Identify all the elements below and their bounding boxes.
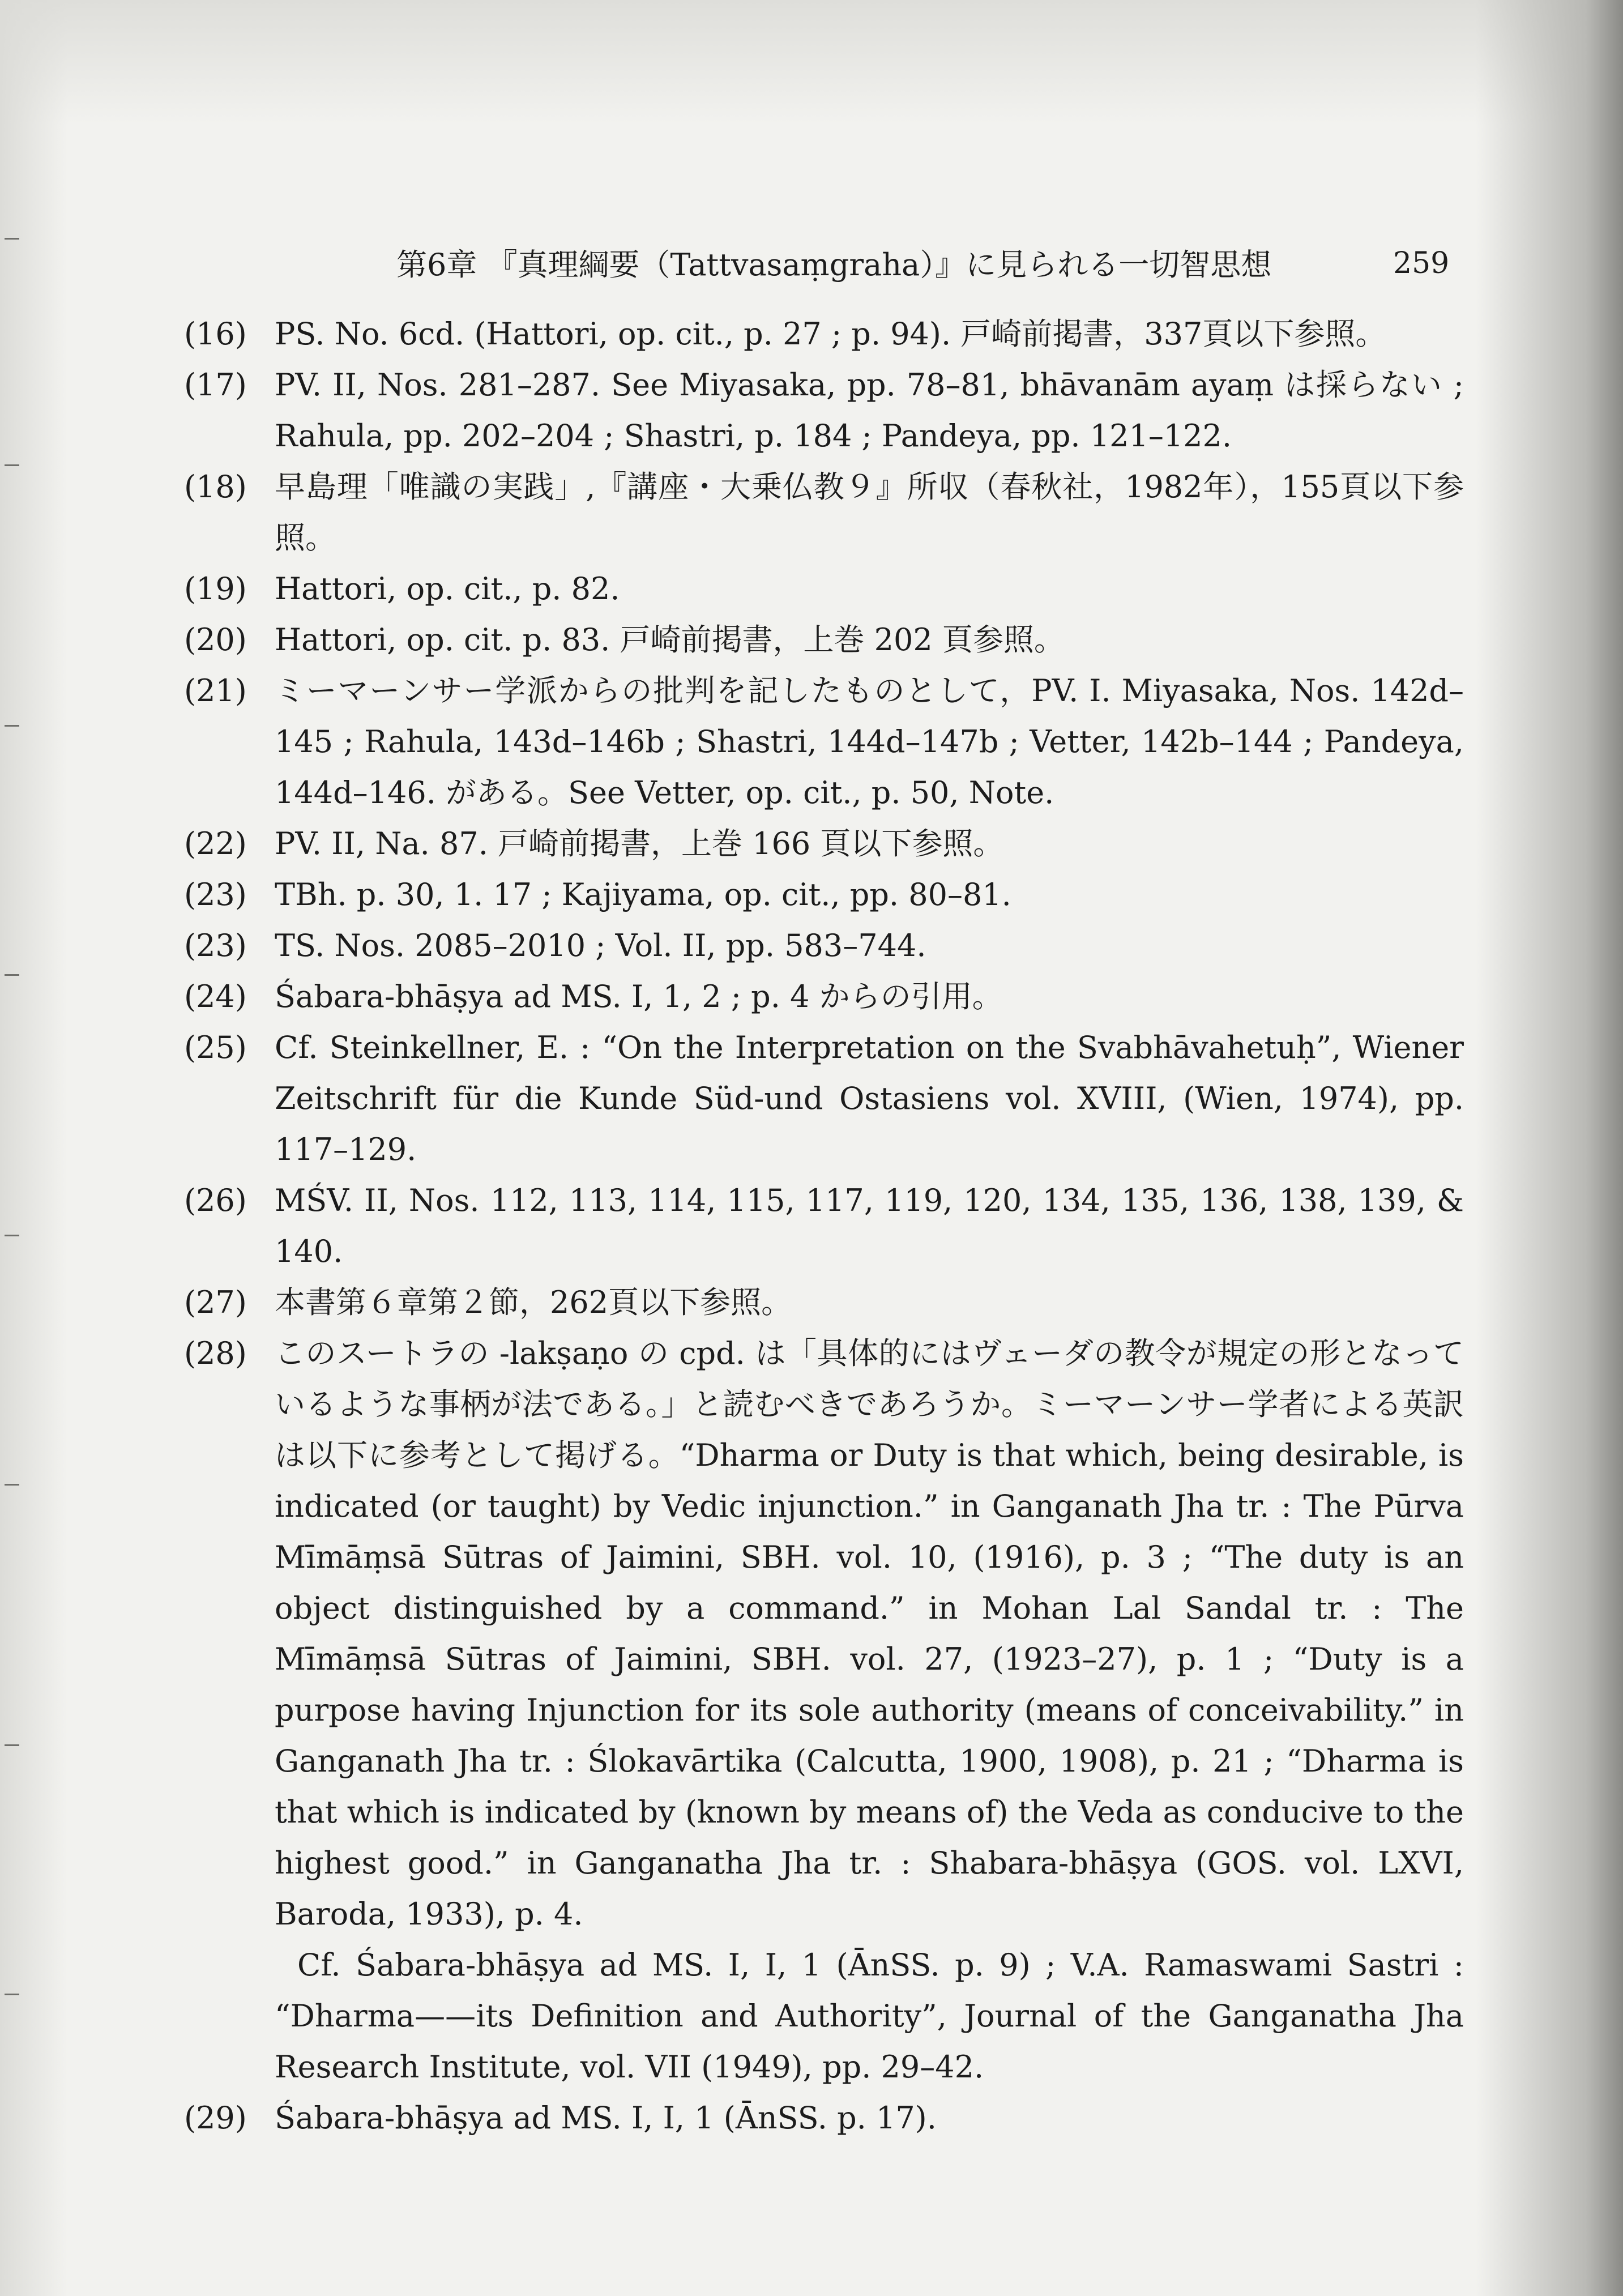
margin-tick: [5, 464, 19, 466]
margin-tick: [5, 1744, 19, 1746]
margin-tick: [5, 725, 19, 727]
footnote-27: [184, 1277, 1464, 1328]
footnote-23a: [184, 869, 1464, 920]
footnote-text: Śabara-bhāṣya ad MS. I, I, 1 (ĀnSS. p. 17).: [275, 2100, 937, 2136]
footnote-28: [184, 1328, 1464, 1940]
footnote-text: Cf. Śabara-bhāṣya ad MS. I, I, 1 (ĀnSS. p. 9) ; V.A. Ramaswami Sastri : “Dharma——its Definition and Authority”, Journal of the Ganganatha Jha Research Institute, vol. VII (1949), pp. 29–42.: [275, 1947, 1464, 2085]
footnote-number: (29): [184, 2100, 247, 2136]
footnote-text: PS. No. 6cd. (Hattori, op. cit., p. 27 ; p. 94). 戸崎前掲書，337頁以下参照。: [275, 316, 1386, 352]
page-shadow-right: [1476, 0, 1623, 2296]
page-shadow-top: [0, 0, 1623, 125]
footnote-text: TBh. p. 30, 1. 17 ; Kajiyama, op. cit., pp. 80–81.: [275, 877, 1011, 912]
footnote-number: (23): [184, 928, 247, 963]
footnote-text: このスートラの -lakṣaṇo の cpd. は「具体的にはヴェーダの教令が規定の形となっているような事柄が法である。」と読むべきであろうか。ミーマーンサー学者による英訳は以下に参考として掲げる。“Dharma or Duty is that which, being desirable, is indicated (or taught) by Vedic injunction.” in Ganganath Jha tr. : The Pūrva Mīmāṃsā Sūtras of Jaimini, SBH. vol. 10, (1916), p. 3 ; “The duty is an object distinguished by a command.” in Mohan Lal Sandal tr. : The Mīmāṃsā Sūtras of Jaimini, SBH. vol. 27, (1923–27), p. 1 ; “Duty is a purpose having Injunction for its sole authority (means of conceivability.” in Ganganath Jha tr. : Ślokavārtika (Calcutta, 1900, 1908), p. 21 ; “Dharma is that which is indicated by (known by means of) the Veda as conducive to the highest good.” in Ganganatha Jha tr. : Shabara-bhāṣya (GOS. vol. LXVI, Baroda, 1933), p. 4.: [275, 1335, 1464, 1932]
footnote-text: Śabara-bhāṣya ad MS. I, 1, 2 ; p. 4 からの引用。: [275, 979, 1003, 1014]
footnote-text: Hattori, op. cit., p. 82.: [275, 571, 620, 607]
footnote-22: [184, 818, 1464, 869]
footnote-16: [184, 309, 1464, 360]
footnote-number: (28): [184, 1335, 247, 1371]
footnote-number: (20): [184, 622, 247, 658]
footnote-number: (16): [184, 316, 247, 352]
footnote-17: [184, 360, 1464, 462]
footnote-number: (17): [184, 367, 247, 403]
footnote-text: ミーマーンサー学派からの批判を記したものとして，PV. I. Miyasaka, Nos. 142d–145 ; Rahula, 143d–146b ; Shastri, 144d–147b ; Vetter, 142b–144 ; Pandeya, 144d–146. がある。See Vetter, op. cit., p. 50, Note.: [275, 673, 1464, 810]
footnote-text: 早島理「唯識の実践」,『講座・大乗仏教９』所収（春秋社，1982年），155頁以下参照。: [275, 469, 1464, 556]
margin-tick: [5, 1484, 19, 1486]
margin-ticks: [5, 170, 27, 2152]
footnote-text: 本書第６章第２節，262頁以下参照。: [275, 1284, 792, 1320]
page-number: 259: [1393, 246, 1450, 280]
footnote-18: [184, 462, 1464, 564]
footnote-20: [184, 614, 1464, 665]
footnote-number: (25): [184, 1030, 247, 1065]
footnote-text: Cf. Steinkellner, E. : “On the Interpretation on the Svabhāvahetuḥ”, Wiener Zeitschrift für die Kunde Süd-und Ostasiens vol. XVIII, (Wien, 1974), pp. 117–129.: [275, 1030, 1464, 1167]
footnote-text: PV. II, Nos. 281–287. See Miyasaka, pp. 78–81, bhāvanām ayaṃ は採らない ; Rahula, pp. 202–204 ; Shastri, p. 184 ; Pandeya, pp. 121–122.: [275, 367, 1464, 454]
footnote-number: (19): [184, 571, 247, 607]
margin-tick: [5, 1994, 19, 1995]
header-title: 第6章 『真理綱要（Tattvasaṃgraha）』に見られる一切智思想: [396, 247, 1272, 283]
footnote-25: [184, 1022, 1464, 1175]
footnote-24: [184, 971, 1464, 1022]
footnotes-list: [184, 309, 1464, 2144]
footnote-number: (26): [184, 1183, 247, 1218]
footnote-text: MŚV. II, Nos. 112, 113, 114, 115, 117, 119, 120, 134, 135, 136, 138, 139, & 140.: [275, 1183, 1464, 1269]
footnote-text: TS. Nos. 2085–2010 ; Vol. II, pp. 583–744.: [275, 928, 926, 963]
footnote-number: (24): [184, 979, 247, 1014]
footnote-number: (21): [184, 673, 247, 709]
footnote-19: [184, 564, 1464, 614]
footnote-number: (23): [184, 877, 247, 912]
footnote-23b: [184, 920, 1464, 971]
running-header: [396, 241, 1472, 286]
footnote-number: (18): [184, 469, 247, 505]
margin-tick: [5, 974, 19, 976]
footnote-29: [184, 2093, 1464, 2144]
footnote-text: Hattori, op. cit. p. 83. 戸崎前掲書，上巻 202 頁参照。: [275, 622, 1065, 658]
footnote-21: [184, 665, 1464, 818]
footnote-number: (27): [184, 1284, 247, 1320]
margin-tick: [5, 1235, 19, 1236]
footnote-26: [184, 1175, 1464, 1277]
footnote-28-continuation: [184, 1940, 1464, 2093]
footnote-text: PV. II, Na. 87. 戸崎前掲書，上巻 166 頁以下参照。: [275, 826, 1004, 861]
margin-tick: [5, 238, 19, 240]
footnote-number: (22): [184, 826, 247, 861]
